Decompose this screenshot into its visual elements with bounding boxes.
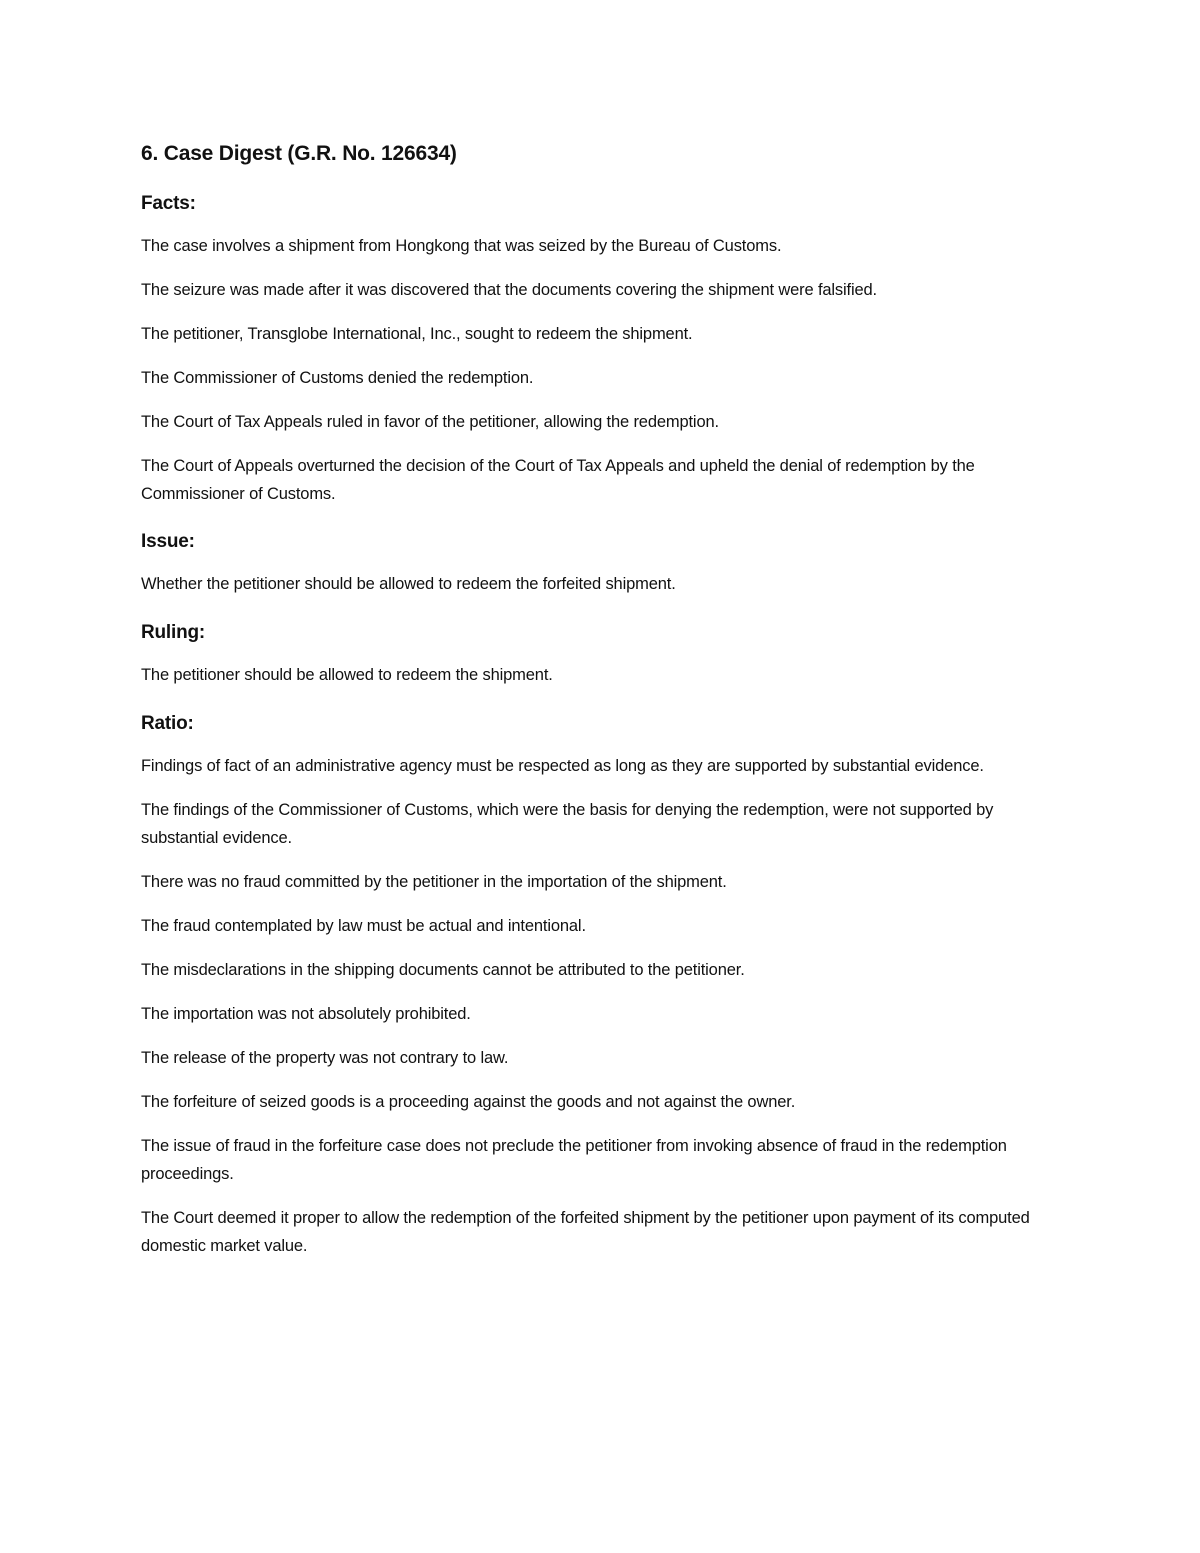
- facts-paragraph: The Court of Tax Appeals ruled in favor of the petitioner, allowing the redemption.: [141, 413, 719, 431]
- ruling-paragraph: The petitioner should be allowed to redeem the shipment.: [141, 666, 553, 684]
- ratio-paragraph: The issue of fraud in the forfeiture case does not preclude the petitioner from invoking absence of fraud in the redemption proceedings.: [141, 1137, 1007, 1183]
- ratio-section: [141, 712, 1056, 1260]
- document-title: 6. Case Digest (G.R. No. 126634): [141, 142, 457, 165]
- ratio-paragraph: The findings of the Commissioner of Customs, which were the basis for denying the redemption, were not supported by substantial evidence.: [141, 801, 994, 847]
- ratio-paragraph: The release of the property was not contrary to law.: [141, 1049, 509, 1067]
- facts-section: [141, 192, 1056, 508]
- ratio-paragraph: The forfeiture of seized goods is a proceeding against the goods and not against the owner.: [141, 1093, 796, 1111]
- facts-paragraph: The seizure was made after it was discovered that the documents covering the shipment were falsified.: [141, 281, 877, 299]
- facts-heading: Facts:: [141, 193, 196, 214]
- ratio-paragraph: The importation was not absolutely prohibited.: [141, 1005, 471, 1023]
- facts-paragraph: The petitioner, Transglobe International, Inc., sought to redeem the shipment.: [141, 325, 693, 343]
- ratio-paragraph: The fraud contemplated by law must be actual and intentional.: [141, 917, 586, 935]
- facts-paragraph: The Court of Appeals overturned the decision of the Court of Tax Appeals and upheld the denial of redemption by the Commissioner of Customs.: [141, 457, 975, 503]
- issue-heading: Issue:: [141, 531, 195, 552]
- issue-section: [141, 530, 1056, 598]
- ratio-paragraph: Findings of fact of an administrative agency must be respected as long as they are supported by substantial evidence.: [141, 757, 984, 775]
- ratio-heading: Ratio:: [141, 713, 194, 734]
- ruling-section: [141, 621, 1056, 689]
- issue-paragraph: Whether the petitioner should be allowed to redeem the forfeited shipment.: [141, 575, 676, 593]
- ruling-heading: Ruling:: [141, 622, 206, 643]
- facts-paragraph: The case involves a shipment from Hongkong that was seized by the Bureau of Customs.: [141, 237, 782, 255]
- facts-paragraph: The Commissioner of Customs denied the redemption.: [141, 369, 534, 387]
- ratio-paragraph: There was no fraud committed by the petitioner in the importation of the shipment.: [141, 873, 727, 891]
- ratio-paragraph: The Court deemed it proper to allow the redemption of the forfeited shipment by the petitioner upon payment of its computed domestic market value.: [141, 1209, 1030, 1255]
- ratio-paragraph: The misdeclarations in the shipping documents cannot be attributed to the petitioner.: [141, 961, 745, 979]
